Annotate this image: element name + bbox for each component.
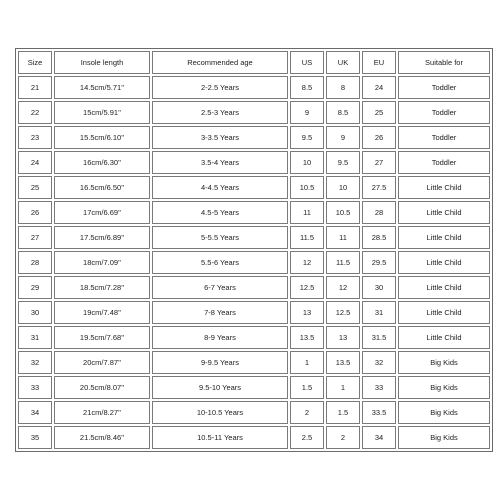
table-row (18, 351, 490, 374)
header-insole-length: Insole length (54, 51, 150, 74)
cell-eu: 28.5 (362, 226, 396, 249)
cell-eu: 28 (362, 201, 396, 224)
cell-us: 13.5 (290, 326, 324, 349)
cell-us: 2 (290, 401, 324, 424)
cell-recommended-age: 5-5.5 Years (152, 226, 288, 249)
cell-size: 34 (18, 401, 52, 424)
cell-recommended-age: 10.5-11 Years (152, 426, 288, 449)
header-eu: EU (362, 51, 396, 74)
cell-insole-length: 18cm/7.09'' (54, 251, 150, 274)
header-us: US (290, 51, 324, 74)
cell-size: 32 (18, 351, 52, 374)
cell-us: 9.5 (290, 126, 324, 149)
table-row (18, 301, 490, 324)
cell-size: 28 (18, 251, 52, 274)
cell-uk: 9 (326, 126, 360, 149)
cell-eu: 33 (362, 376, 396, 399)
header-suitable-for: Suitable for (398, 51, 490, 74)
size-chart-body (18, 76, 490, 449)
cell-eu: 34 (362, 426, 396, 449)
cell-insole-length: 20cm/7.87'' (54, 351, 150, 374)
cell-eu: 33.5 (362, 401, 396, 424)
table-row (18, 326, 490, 349)
header-size: Size (18, 51, 52, 74)
cell-us: 10 (290, 151, 324, 174)
table-row (18, 251, 490, 274)
table-row (18, 151, 490, 174)
cell-suitable-for: Toddler (398, 151, 490, 174)
table-row (18, 226, 490, 249)
cell-recommended-age: 6-7 Years (152, 276, 288, 299)
header-row (18, 51, 490, 74)
cell-uk: 13.5 (326, 351, 360, 374)
cell-recommended-age: 5.5-6 Years (152, 251, 288, 274)
header-recommended-age: Recommended age (152, 51, 288, 74)
cell-uk: 8.5 (326, 101, 360, 124)
cell-size: 23 (18, 126, 52, 149)
cell-insole-length: 15.5cm/6.10'' (54, 126, 150, 149)
table-row (18, 76, 490, 99)
cell-suitable-for: Big Kids (398, 401, 490, 424)
cell-uk: 12 (326, 276, 360, 299)
cell-eu: 29.5 (362, 251, 396, 274)
cell-recommended-age: 4-4.5 Years (152, 176, 288, 199)
cell-eu: 26 (362, 126, 396, 149)
table-row (18, 276, 490, 299)
cell-size: 31 (18, 326, 52, 349)
cell-size: 29 (18, 276, 52, 299)
cell-eu: 27.5 (362, 176, 396, 199)
cell-eu: 30 (362, 276, 396, 299)
cell-size: 27 (18, 226, 52, 249)
cell-suitable-for: Little Child (398, 176, 490, 199)
header-uk: UK (326, 51, 360, 74)
cell-suitable-for: Toddler (398, 126, 490, 149)
cell-suitable-for: Toddler (398, 76, 490, 99)
cell-uk: 8 (326, 76, 360, 99)
cell-us: 9 (290, 101, 324, 124)
cell-us: 2.5 (290, 426, 324, 449)
cell-us: 10.5 (290, 176, 324, 199)
cell-suitable-for: Big Kids (398, 426, 490, 449)
cell-us: 1 (290, 351, 324, 374)
cell-suitable-for: Big Kids (398, 376, 490, 399)
cell-eu: 27 (362, 151, 396, 174)
cell-us: 11.5 (290, 226, 324, 249)
cell-uk: 11 (326, 226, 360, 249)
cell-recommended-age: 9-9.5 Years (152, 351, 288, 374)
cell-insole-length: 21cm/8.27'' (54, 401, 150, 424)
cell-recommended-age: 3.5-4 Years (152, 151, 288, 174)
cell-uk: 12.5 (326, 301, 360, 324)
table-row (18, 126, 490, 149)
cell-uk: 9.5 (326, 151, 360, 174)
cell-size: 24 (18, 151, 52, 174)
table-row (18, 176, 490, 199)
cell-suitable-for: Little Child (398, 226, 490, 249)
cell-recommended-age: 3-3.5 Years (152, 126, 288, 149)
size-chart-header (18, 51, 490, 74)
cell-uk: 2 (326, 426, 360, 449)
cell-size: 33 (18, 376, 52, 399)
cell-size: 26 (18, 201, 52, 224)
cell-insole-length: 16cm/6.30'' (54, 151, 150, 174)
cell-recommended-age: 10-10.5 Years (152, 401, 288, 424)
cell-size: 22 (18, 101, 52, 124)
cell-insole-length: 20.5cm/8.07'' (54, 376, 150, 399)
cell-suitable-for: Little Child (398, 276, 490, 299)
cell-eu: 24 (362, 76, 396, 99)
cell-insole-length: 17.5cm/6.89'' (54, 226, 150, 249)
cell-us: 11 (290, 201, 324, 224)
table-row (18, 201, 490, 224)
cell-eu: 25 (362, 101, 396, 124)
cell-size: 25 (18, 176, 52, 199)
cell-eu: 31 (362, 301, 396, 324)
cell-recommended-age: 7-8 Years (152, 301, 288, 324)
cell-recommended-age: 9.5-10 Years (152, 376, 288, 399)
cell-suitable-for: Little Child (398, 301, 490, 324)
cell-recommended-age: 2-2.5 Years (152, 76, 288, 99)
cell-insole-length: 19.5cm/7.68'' (54, 326, 150, 349)
cell-insole-length: 21.5cm/8.46'' (54, 426, 150, 449)
cell-uk: 13 (326, 326, 360, 349)
cell-insole-length: 19cm/7.48'' (54, 301, 150, 324)
cell-recommended-age: 8-9 Years (152, 326, 288, 349)
cell-recommended-age: 2.5-3 Years (152, 101, 288, 124)
cell-insole-length: 16.5cm/6.50'' (54, 176, 150, 199)
cell-us: 12 (290, 251, 324, 274)
cell-insole-length: 15cm/5.91'' (54, 101, 150, 124)
size-chart-table (15, 48, 493, 452)
cell-size: 35 (18, 426, 52, 449)
cell-insole-length: 17cm/6.69'' (54, 201, 150, 224)
table-row (18, 426, 490, 449)
cell-us: 8.5 (290, 76, 324, 99)
table-row (18, 376, 490, 399)
cell-suitable-for: Little Child (398, 251, 490, 274)
cell-suitable-for: Little Child (398, 326, 490, 349)
cell-insole-length: 18.5cm/7.28'' (54, 276, 150, 299)
cell-insole-length: 14.5cm/5.71'' (54, 76, 150, 99)
cell-size: 30 (18, 301, 52, 324)
cell-us: 13 (290, 301, 324, 324)
cell-us: 1.5 (290, 376, 324, 399)
cell-suitable-for: Little Child (398, 201, 490, 224)
cell-us: 12.5 (290, 276, 324, 299)
cell-eu: 32 (362, 351, 396, 374)
cell-eu: 31.5 (362, 326, 396, 349)
cell-uk: 10 (326, 176, 360, 199)
cell-suitable-for: Big Kids (398, 351, 490, 374)
cell-uk: 11.5 (326, 251, 360, 274)
table-row (18, 401, 490, 424)
cell-uk: 1.5 (326, 401, 360, 424)
cell-recommended-age: 4.5-5 Years (152, 201, 288, 224)
cell-suitable-for: Toddler (398, 101, 490, 124)
cell-uk: 1 (326, 376, 360, 399)
cell-uk: 10.5 (326, 201, 360, 224)
table-row (18, 101, 490, 124)
cell-size: 21 (18, 76, 52, 99)
